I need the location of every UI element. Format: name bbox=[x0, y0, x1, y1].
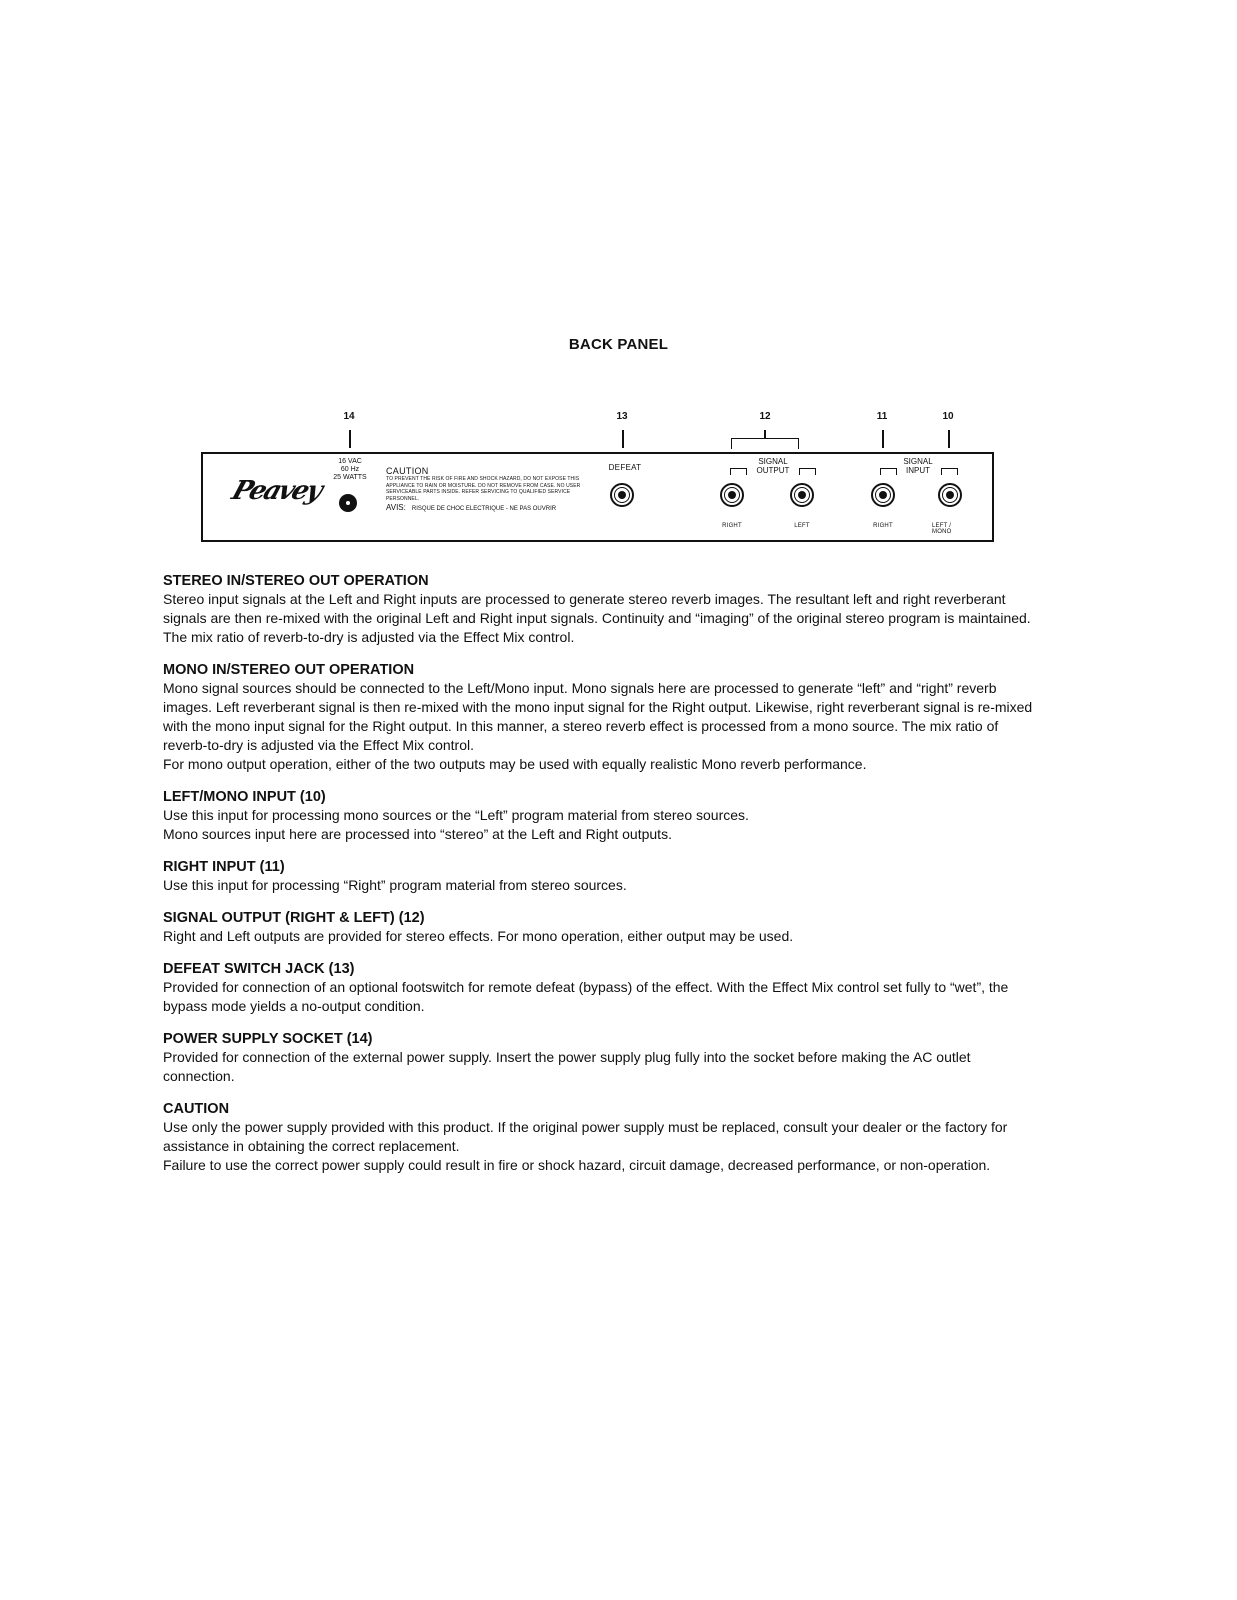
signal-input-bracket-right bbox=[941, 468, 958, 475]
panel-caution-text: TO PREVENT THE RISK OF FIRE AND SHOCK HAZARD, DO NOT EXPOSE THIS APPLIANCE TO RAIN OR MOISTURE. DO NOT REMOVE FROM CASE. NO USER SERVICEABLE PARTS INSIDE. REFER SERVICING TO QUALIFIED SERVICE PERSONNEL. bbox=[386, 476, 581, 502]
signal-output-left-label: LEFT bbox=[794, 523, 810, 529]
callout-14: 14 bbox=[343, 411, 355, 422]
defeat-label: DEFEAT bbox=[608, 463, 642, 472]
section-left-mono-input bbox=[163, 788, 1043, 844]
signal-output-right-jack[interactable] bbox=[720, 483, 744, 507]
page-title: BACK PANEL bbox=[568, 336, 669, 353]
callout-line-10 bbox=[948, 430, 950, 448]
panel-avis bbox=[386, 503, 596, 512]
section-title: CAUTION bbox=[163, 1101, 230, 1117]
signal-input-line2: INPUT bbox=[906, 466, 930, 475]
section-paragraph: Provided for connection of the external power supply. Insert the power supply plug fully into the socket before making the AC outlet connection. bbox=[163, 1049, 971, 1084]
section-paragraph: Stereo input signals at the Left and Right inputs are processed to generate stereo reverb images. The resultant left and right reverberant signals are then re-mixed with the original Left and Right input signals. Continuity and “imaging” of the original stereo program is maintained. The mix ratio of reverb-to-dry is adjusted via the Effect Mix control. bbox=[163, 591, 1031, 645]
callout-11: 11 bbox=[876, 411, 888, 422]
signal-input-left-mono-jack[interactable] bbox=[938, 483, 962, 507]
power-spec-frequency: 60 Hz bbox=[340, 466, 360, 473]
section-power-supply-socket bbox=[163, 1030, 1043, 1086]
panel-avis-label: AVIS: bbox=[386, 503, 406, 512]
signal-output-bracket-right bbox=[799, 468, 816, 475]
panel-caution-heading: CAUTION bbox=[386, 466, 429, 476]
section-paragraph: Failure to use the correct power supply could result in fire or shock hazard, circuit damage, decreased performance, or non-operation. bbox=[163, 1157, 991, 1173]
panel-caution bbox=[386, 466, 596, 512]
signal-input-bracket-left bbox=[880, 468, 897, 475]
signal-output-line1: SIGNAL bbox=[758, 457, 788, 466]
signal-input-line1: SIGNAL bbox=[903, 457, 933, 466]
callout-line-14 bbox=[349, 430, 351, 448]
signal-output-line2: OUTPUT bbox=[756, 466, 790, 475]
section-paragraph: Right and Left outputs are provided for stereo effects. For mono operation, either output may be used. bbox=[163, 928, 794, 944]
section-caution bbox=[163, 1100, 1043, 1175]
section-paragraph: Use this input for processing mono sources or the “Left” program material from stereo sources. bbox=[163, 807, 749, 823]
signal-input-right-label: RIGHT bbox=[873, 523, 893, 529]
signal-output-left-jack[interactable] bbox=[790, 483, 814, 507]
defeat-jack[interactable] bbox=[610, 483, 634, 507]
callout-10: 10 bbox=[942, 411, 954, 422]
section-title: DEFEAT SWITCH JACK (13) bbox=[163, 961, 355, 977]
section-title: POWER SUPPLY SOCKET (14) bbox=[163, 1031, 373, 1047]
signal-output-right-label: RIGHT bbox=[722, 523, 742, 529]
callout-line-11 bbox=[882, 430, 884, 448]
power-spec bbox=[331, 458, 369, 482]
callout-12: 12 bbox=[759, 411, 771, 422]
section-paragraph: Use only the power supply provided with this product. If the original power supply must be replaced, consult your dealer or the factory for assistance in obtaining the correct replacement. bbox=[163, 1119, 1008, 1154]
section-stereo-in-stereo-out bbox=[163, 572, 1043, 647]
section-right-input bbox=[163, 858, 1043, 895]
description-sections bbox=[163, 572, 1043, 1189]
section-defeat-switch-jack bbox=[163, 960, 1043, 1016]
section-mono-in-stereo-out bbox=[163, 661, 1043, 774]
callout-line-12 bbox=[764, 430, 766, 438]
section-title: STEREO IN/STEREO OUT OPERATION bbox=[163, 573, 429, 589]
section-title: LEFT/MONO INPUT (10) bbox=[163, 789, 326, 805]
peavey-logo: Peavey bbox=[228, 476, 325, 506]
back-panel bbox=[201, 452, 994, 542]
signal-input-left-mono-label: LEFT / MONO bbox=[932, 523, 952, 535]
signal-output-bracket-left bbox=[730, 468, 747, 475]
callout-line-13 bbox=[622, 430, 624, 448]
callout-bracket-12 bbox=[731, 438, 799, 449]
section-paragraph: Provided for connection of an optional footswitch for remote defeat (bypass) of the effect. With the Effect Mix control set fully to “wet”, the bypass mode yields a no-output condition. bbox=[163, 979, 1009, 1014]
section-paragraph: Use this input for processing “Right” program material from stereo sources. bbox=[163, 877, 627, 893]
section-signal-output bbox=[163, 909, 1043, 946]
section-paragraph: Mono signal sources should be connected to the Left/Mono input. Mono signals here are processed to generate “left” and “right” reverb images. Left reverberant signal is then re-mixed with the mono input signal for the Right output. Likewise, right reverberant signal is re-mixed with the mono input signal for the Right output. In this manner, a stereo reverb effect is processed from a mono source. The mix ratio of reverb-to-dry is adjusted via the Effect Mix control. bbox=[163, 680, 1033, 753]
power-spec-watts: 25 WATTS bbox=[333, 474, 367, 481]
power-supply-socket[interactable] bbox=[339, 494, 357, 512]
panel-avis-text: RISQUE DE CHOC ELECTRIQUE - NE PAS OUVRIR bbox=[411, 506, 557, 512]
section-title: MONO IN/STEREO OUT OPERATION bbox=[163, 662, 415, 678]
signal-input-right-jack[interactable] bbox=[871, 483, 895, 507]
section-title: RIGHT INPUT (11) bbox=[163, 859, 285, 875]
callout-13: 13 bbox=[616, 411, 628, 422]
section-title: SIGNAL OUTPUT (RIGHT & LEFT) (12) bbox=[163, 910, 425, 926]
section-paragraph: For mono output operation, either of the two outputs may be used with equally realistic Mono reverb performance. bbox=[163, 756, 867, 772]
section-paragraph: Mono sources input here are processed into “stereo” at the Left and Right outputs. bbox=[163, 826, 672, 842]
power-spec-voltage: 16 VAC bbox=[338, 458, 362, 465]
